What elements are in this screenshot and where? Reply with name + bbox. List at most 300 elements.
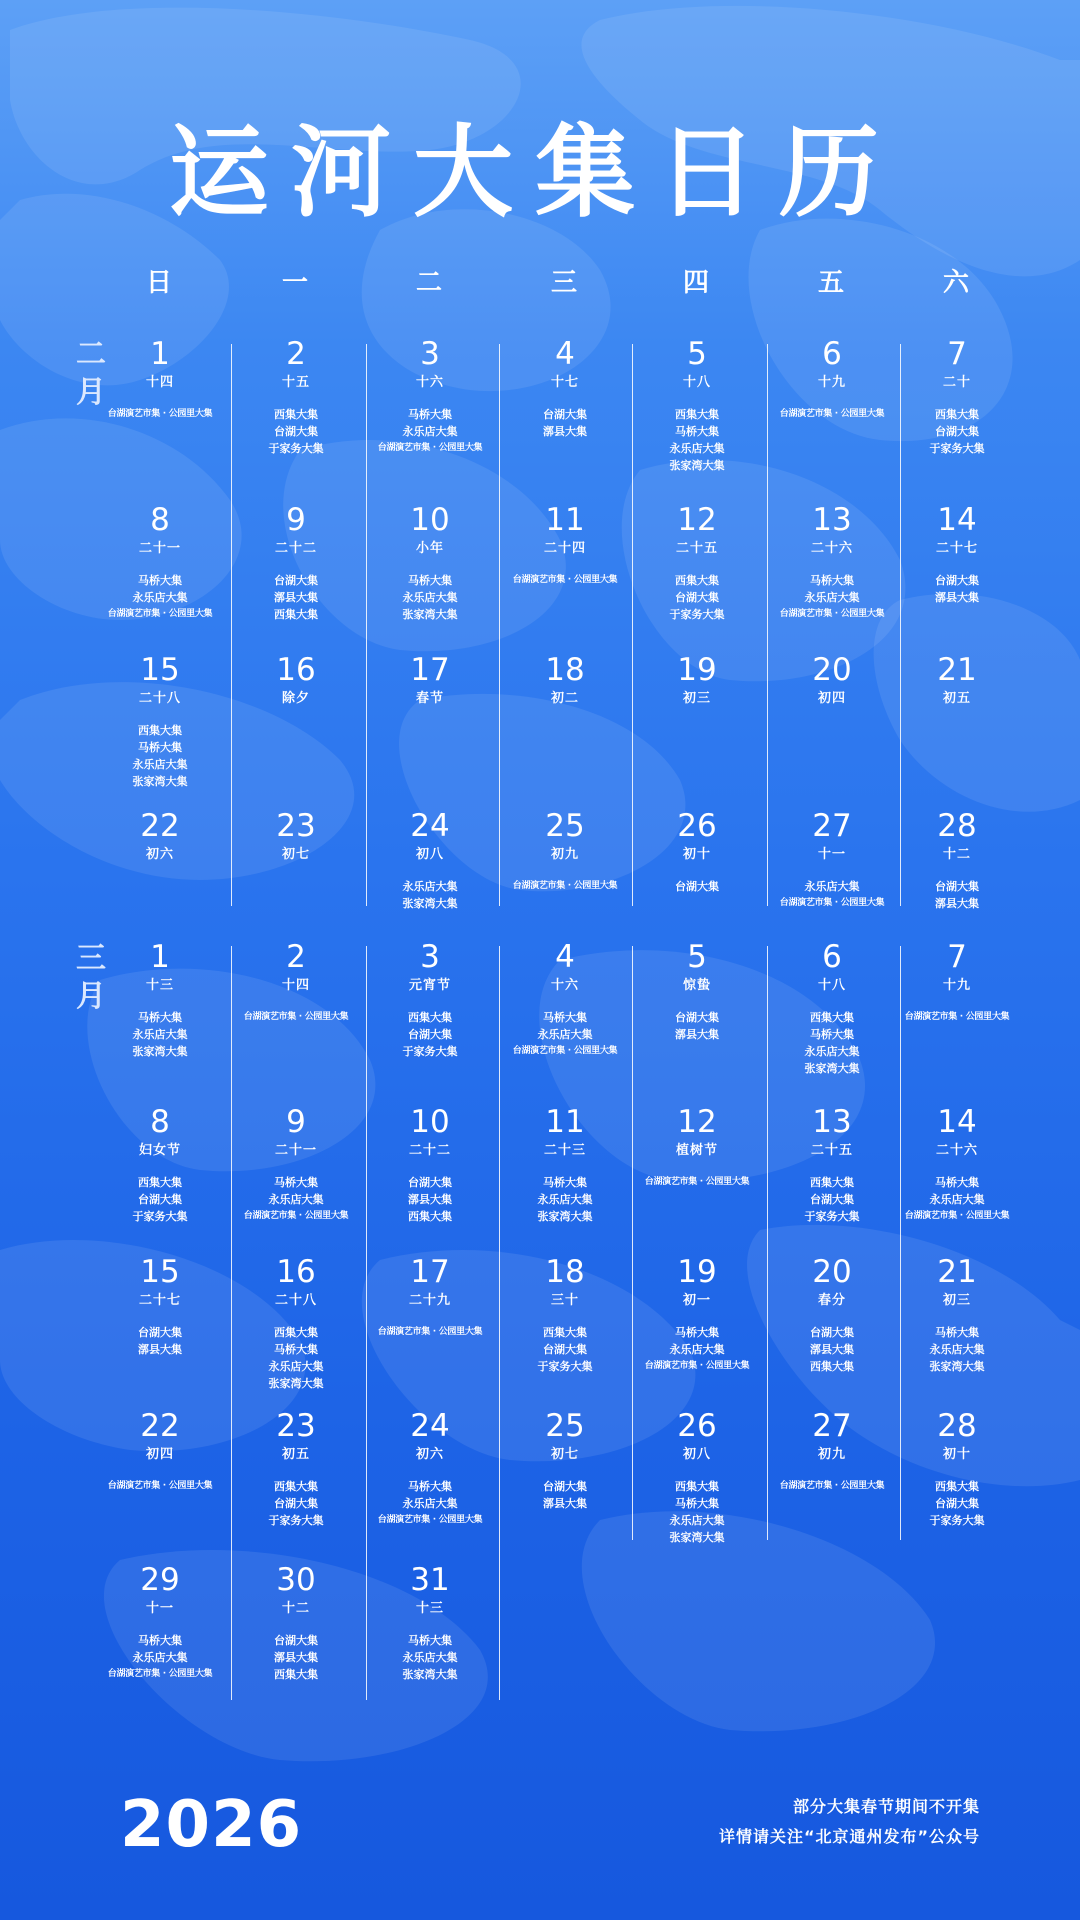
market-name: 台湖演艺市集 · 公园里大集 [644,1361,750,1371]
day-cell [500,1254,630,1375]
market-name: 永乐店大集 [804,880,860,893]
market-name: 漷县大集 [810,1343,854,1356]
day-number: 22 [140,1408,180,1444]
market-list [767,572,897,623]
month-label-top: 二 [76,337,106,372]
market-list [231,1009,361,1026]
market-name: 于家务大集 [402,1045,458,1058]
lunar-date: 十三 [415,1601,444,1616]
day-number: 23 [276,1408,316,1444]
market-list [95,1009,225,1060]
market-name: 马桥大集 [138,741,182,754]
market-name: 永乐店大集 [132,1651,188,1664]
day-cell [892,1408,1022,1529]
market-name: 永乐店大集 [268,1193,324,1206]
weekday-label: 三 [550,268,579,298]
market-name: 张家湾大集 [132,1045,188,1058]
market-name: 西集大集 [408,1210,452,1223]
day-number: 16 [276,652,316,688]
market-name: 台湖大集 [810,1326,854,1339]
lunar-date: 二十八 [274,1293,317,1308]
market-name: 马桥大集 [274,1343,318,1356]
market-name: 西集大集 [675,574,719,587]
lunar-date: 十二 [281,1601,310,1616]
market-name: 台湖大集 [543,408,587,421]
weekday-label: 日 [145,268,174,298]
market-name: 张家湾大集 [669,1531,725,1544]
market-list [767,1174,897,1225]
day-cell [95,502,225,623]
market-name: 台湖演艺市集 · 公园里大集 [904,1012,1010,1022]
market-list [231,572,361,623]
market-name: 于家务大集 [537,1360,593,1373]
day-number: 13 [812,1104,852,1140]
day-cell [231,336,361,457]
lunar-date: 春分 [817,1293,846,1308]
day-number: 28 [937,1408,977,1444]
market-list [632,1174,762,1191]
day-number: 2 [286,939,306,975]
market-name: 永乐店大集 [537,1193,593,1206]
lunar-date: 惊蛰 [682,978,711,993]
day-number: 23 [276,808,316,844]
market-list [365,1324,495,1341]
market-list [365,572,495,623]
lunar-date: 小年 [415,541,444,556]
market-name: 台湖大集 [274,425,318,438]
day-number: 5 [687,939,707,975]
market-name: 西集大集 [274,408,318,421]
market-name: 台湖演艺市集 · 公园里大集 [377,1515,483,1525]
day-cell [632,1254,762,1375]
market-name: 永乐店大集 [402,1651,458,1664]
market-name: 西集大集 [675,1480,719,1493]
market-name: 马桥大集 [138,574,182,587]
market-name: 张家湾大集 [402,1668,458,1681]
market-name: 台湖大集 [408,1028,452,1041]
market-list [500,1324,630,1375]
day-number: 4 [555,336,575,372]
market-name: 西集大集 [408,1011,452,1024]
market-name: 台湖演艺市集 · 公园里大集 [904,1211,1010,1221]
day-number: 27 [812,808,852,844]
day-cell [365,808,495,912]
day-cell [365,1408,495,1529]
day-cell [95,1254,225,1358]
day-cell [95,808,225,863]
market-list [95,1478,225,1495]
day-cell [500,652,630,707]
year-label: 2026 [120,1788,303,1862]
market-list [365,406,495,457]
month-label-bottom: 月 [76,375,106,410]
market-name: 台湖演艺市集 · 公园里大集 [512,575,618,585]
day-number: 31 [410,1562,450,1598]
day-number: 22 [140,808,180,844]
lunar-date: 二十三 [543,1143,586,1158]
market-name: 漷县大集 [138,1343,182,1356]
day-cell [95,939,225,1060]
market-list [231,406,361,457]
market-name: 张家湾大集 [804,1062,860,1075]
day-cell [632,502,762,623]
market-list [500,406,630,440]
market-name: 永乐店大集 [537,1028,593,1041]
lunar-date: 除夕 [281,691,310,706]
lunar-date: 十五 [281,375,310,390]
day-cell [632,939,762,1043]
market-name: 永乐店大集 [402,591,458,604]
day-number: 19 [677,1254,717,1290]
lunar-date: 十八 [817,978,846,993]
day-number: 15 [140,1254,180,1290]
day-cell [767,939,897,1077]
lunar-date: 三十 [550,1293,579,1308]
day-cell [500,336,630,440]
lunar-date: 二十八 [138,691,181,706]
day-number: 13 [812,502,852,538]
day-number: 2 [286,336,306,372]
lunar-date: 初九 [550,847,579,862]
market-name: 于家务大集 [929,442,985,455]
day-number: 18 [545,652,585,688]
market-name: 张家湾大集 [669,459,725,472]
day-cell [365,502,495,623]
day-cell [892,808,1022,912]
day-number: 6 [822,939,842,975]
lunar-date: 十七 [550,375,579,390]
weekday-label: 一 [281,268,310,298]
day-cell [892,1254,1022,1375]
market-name: 西集大集 [138,724,182,737]
market-name: 西集大集 [935,1480,979,1493]
day-cell [365,1562,495,1683]
lunar-date: 春节 [415,691,444,706]
market-name: 台湖大集 [935,1497,979,1510]
lunar-date: 初二 [550,691,579,706]
lunar-date: 十二 [942,847,971,862]
market-name: 台湖大集 [935,574,979,587]
market-name: 台湖演艺市集 · 公园里大集 [107,1481,213,1491]
day-cell [632,808,762,895]
day-number: 25 [545,808,585,844]
market-name: 西集大集 [543,1326,587,1339]
lunar-date: 十六 [415,375,444,390]
lunar-date: 二十五 [675,541,718,556]
day-number: 14 [937,1104,977,1140]
market-name: 张家湾大集 [402,608,458,621]
day-cell [892,652,1022,707]
lunar-date: 初一 [682,1293,711,1308]
market-name: 永乐店大集 [268,1360,324,1373]
market-name: 马桥大集 [408,1634,452,1647]
weekday-label: 二 [415,268,444,298]
day-cell [632,1104,762,1191]
market-list [500,1009,630,1060]
day-number: 19 [677,652,717,688]
market-list [892,572,1022,606]
lunar-date: 二十六 [935,1143,978,1158]
day-cell [767,808,897,912]
market-name: 台湖大集 [543,1480,587,1493]
day-number: 5 [687,336,707,372]
lunar-date: 初十 [682,847,711,862]
day-number: 15 [140,652,180,688]
market-name: 台湖大集 [810,1193,854,1206]
market-name: 漷县大集 [408,1193,452,1206]
market-name: 西集大集 [274,1480,318,1493]
lunar-date: 十一 [817,847,846,862]
lunar-date: 初三 [942,1293,971,1308]
day-number: 21 [937,652,977,688]
market-name: 永乐店大集 [929,1193,985,1206]
market-name: 张家湾大集 [268,1377,324,1390]
day-cell [632,336,762,474]
market-list [892,1478,1022,1529]
market-name: 台湖演艺市集 · 公园里大集 [779,609,885,619]
day-number: 30 [276,1562,316,1598]
day-number: 16 [276,1254,316,1290]
day-cell [500,808,630,895]
market-list [500,572,630,589]
lunar-date: 初五 [942,691,971,706]
lunar-date: 初三 [682,691,711,706]
market-name: 马桥大集 [935,1176,979,1189]
market-name: 台湖大集 [138,1193,182,1206]
market-name: 台湖演艺市集 · 公园里大集 [107,1669,213,1679]
day-cell [365,336,495,457]
day-cell [500,939,630,1060]
day-number: 26 [677,1408,717,1444]
market-list [95,722,225,790]
market-name: 台湖大集 [675,1011,719,1024]
market-name: 马桥大集 [408,408,452,421]
lunar-date: 植树节 [675,1143,718,1158]
day-number: 28 [937,808,977,844]
lunar-date: 二十四 [543,541,586,556]
lunar-date: 初七 [281,847,310,862]
market-list [365,878,495,912]
lunar-date: 二十五 [810,1143,853,1158]
market-name: 马桥大集 [675,1497,719,1510]
day-number: 1 [150,336,170,372]
market-name: 马桥大集 [935,1326,979,1339]
market-list [632,572,762,623]
lunar-date: 二十二 [408,1143,451,1158]
day-cell [365,1254,495,1341]
market-name: 于家务大集 [132,1210,188,1223]
day-cell [231,652,361,707]
month-label-february [76,336,112,412]
market-name: 永乐店大集 [929,1343,985,1356]
day-cell [767,1254,897,1375]
lunar-date: 二十七 [935,541,978,556]
day-number: 17 [410,652,450,688]
market-list [231,1324,361,1392]
market-list [365,1174,495,1225]
market-list [632,1324,762,1375]
market-name: 漷县大集 [543,1497,587,1510]
market-name: 永乐店大集 [402,880,458,893]
market-name: 漷县大集 [935,897,979,910]
market-name: 马桥大集 [810,574,854,587]
lunar-date: 二十 [942,375,971,390]
market-name: 台湖大集 [408,1176,452,1189]
market-list [767,1324,897,1375]
day-cell [231,808,361,863]
market-name: 漷县大集 [274,591,318,604]
market-name: 西集大集 [274,608,318,621]
market-name: 西集大集 [675,408,719,421]
lunar-date: 初七 [550,1447,579,1462]
day-cell [632,1408,762,1546]
day-cell [767,1104,897,1225]
lunar-date: 二十六 [810,541,853,556]
market-name: 永乐店大集 [132,591,188,604]
day-cell [95,336,225,423]
lunar-date: 十四 [281,978,310,993]
market-name: 永乐店大集 [669,1343,725,1356]
page-title: 运河大集日历 [169,114,901,231]
lunar-date: 二十一 [274,1143,317,1158]
lunar-date: 初八 [682,1447,711,1462]
market-name: 马桥大集 [138,1011,182,1024]
market-list [892,1009,1022,1026]
day-cell [767,1408,897,1495]
lunar-date: 十九 [817,375,846,390]
market-name: 马桥大集 [274,1176,318,1189]
lunar-date: 二十九 [408,1293,451,1308]
weekday-label: 六 [942,268,971,298]
market-name: 马桥大集 [408,574,452,587]
day-number: 27 [812,1408,852,1444]
market-list [767,406,897,423]
market-name: 台湖演艺市集 · 公园里大集 [779,898,885,908]
market-name: 于家务大集 [268,1514,324,1527]
day-cell [500,502,630,589]
market-name: 漷县大集 [675,1028,719,1041]
market-name: 台湖大集 [274,1497,318,1510]
day-number: 9 [286,1104,306,1140]
day-number: 26 [677,808,717,844]
day-number: 24 [410,1408,450,1444]
day-cell [892,1104,1022,1225]
market-name: 台湖大集 [138,1326,182,1339]
market-name: 台湖演艺市集 · 公园里大集 [377,443,483,453]
day-cell [365,652,495,707]
market-list [95,1324,225,1358]
market-list [632,878,762,895]
lunar-date: 十八 [682,375,711,390]
lunar-date: 十九 [942,978,971,993]
day-number: 3 [420,939,440,975]
market-name: 台湖大集 [675,880,719,893]
day-number: 29 [140,1562,180,1598]
day-cell [95,652,225,790]
day-number: 7 [947,336,967,372]
lunar-date: 初八 [415,847,444,862]
market-name: 于家务大集 [268,442,324,455]
lunar-date: 初九 [817,1447,846,1462]
market-name: 台湖演艺市集 · 公园里大集 [644,1177,750,1187]
market-list [892,878,1022,912]
market-list [500,1174,630,1225]
market-name: 西集大集 [810,1011,854,1024]
lunar-date: 初四 [145,1447,174,1462]
market-name: 台湖大集 [675,591,719,604]
day-number: 24 [410,808,450,844]
market-name: 台湖演艺市集 · 公园里大集 [779,409,885,419]
day-number: 14 [937,502,977,538]
day-cell [95,1104,225,1225]
day-cell [892,502,1022,606]
market-name: 台湖大集 [935,425,979,438]
market-name: 台湖演艺市集 · 公园里大集 [779,1481,885,1491]
day-cell [892,336,1022,457]
day-number: 8 [150,1104,170,1140]
footnote-closure: 部分大集春节期间不开集 [792,1797,980,1816]
day-number: 10 [410,1104,450,1140]
lunar-date: 十一 [145,1601,174,1616]
day-cell [767,336,897,423]
market-name: 永乐店大集 [804,591,860,604]
market-name: 台湖大集 [274,574,318,587]
day-number: 11 [545,502,585,538]
market-name: 张家湾大集 [929,1360,985,1373]
market-list [892,406,1022,457]
month-label-top: 三 [76,941,106,976]
market-name: 马桥大集 [810,1028,854,1041]
lunar-date: 十六 [550,978,579,993]
month-label-bottom: 月 [76,979,106,1014]
day-number: 17 [410,1254,450,1290]
market-list [632,1478,762,1546]
market-name: 台湖大集 [935,880,979,893]
market-list [365,1009,495,1060]
month-label-march [76,940,112,1016]
market-list [632,406,762,474]
lunar-date: 元宵节 [408,978,451,993]
market-name: 台湖大集 [274,1634,318,1647]
lunar-date: 二十七 [138,1293,181,1308]
day-cell [95,1562,225,1683]
lunar-date: 初四 [817,691,846,706]
market-list [365,1478,495,1529]
market-name: 台湖演艺市集 · 公园里大集 [243,1211,349,1221]
market-list [231,1632,361,1683]
market-list [95,572,225,623]
market-name: 台湖演艺市集 · 公园里大集 [512,881,618,891]
market-name: 永乐店大集 [132,1028,188,1041]
lunar-date: 十三 [145,978,174,993]
lunar-date: 二十一 [138,541,181,556]
market-list [767,1478,897,1495]
market-name: 张家湾大集 [402,897,458,910]
day-cell [767,502,897,623]
day-number: 8 [150,502,170,538]
market-list [365,1632,495,1683]
market-name: 漷县大集 [935,591,979,604]
day-number: 12 [677,1104,717,1140]
market-list [231,1478,361,1529]
market-list [892,1174,1022,1225]
market-name: 马桥大集 [408,1480,452,1493]
market-name: 台湖演艺市集 · 公园里大集 [107,609,213,619]
day-cell [500,1408,630,1512]
lunar-date: 二十二 [274,541,317,556]
market-name: 永乐店大集 [669,442,725,455]
lunar-date: 十四 [145,375,174,390]
